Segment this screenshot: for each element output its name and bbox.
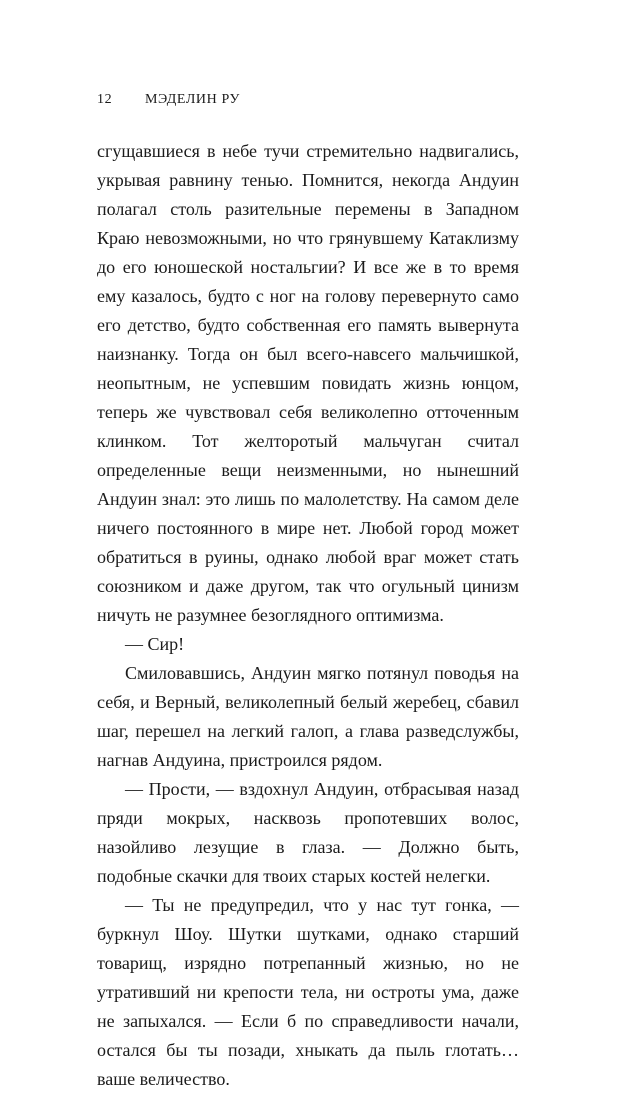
book-page (97, 89, 519, 1094)
paragraph-2: — Сир! (125, 634, 185, 654)
running-header (97, 89, 519, 111)
body-text (97, 137, 519, 1094)
paragraph-4: — Прости, — вздохнул Андуин, отбрасывая назад пряди мокрых, насквозь пропотевших волос, назойливо лезущие в глаза. — Должно быть, подобные скачки для твоих старых костей нелегки. (97, 779, 519, 886)
paragraph-1: сгущавшиеся в небе тучи стремительно надвигались, укрывая равнину тенью. Помнится, некогда Андуин полагал столь разительные перемены в Западном Краю невозможными, но что грянувшему Катаклизму до его юношеской ностальгии? И все же в то время ему казалось, будто с ног на голову перевернуто само его детство, будто собственная его память вывернута наизнанку. Тогда он был всего-навсего мальчишкой, неопытным, не успевшим повидать жизнь юнцом, теперь же чувствовал себя великолепно отточенным клинком. Тот желторотый мальчуган считал определенные вещи неизменными, но нынешний Андуин знал: это лишь по малолетству. На самом деле ничего постоянного в мире нет. Любой город может обратиться в руины, однако любой враг может стать союзником и даже другом, так что огульный цинизм ничуть не разумнее безоглядного оптимизма. (97, 141, 519, 625)
page-number: 12 (97, 92, 113, 107)
paragraph-5: — Ты не предупредил, что у нас тут гонка, — буркнул Шоу. Шутки шутками, однако старший товарищ, изрядно потрепанный жизнью, но не утративший ни крепости тела, ни остроты ума, даже не запыхался. — Если б по справедливости начали, остался бы ты позади, хныкать да пыль глотать… ваше величество. (97, 895, 519, 1089)
paragraph-3: Смиловавшись, Андуин мягко потянул поводья на себя, и Верный, великолепный белый жеребец, сбавил шаг, перешел на легкий галоп, а глава разведслужбы, нагнав Андуина, пристроился рядом. (97, 663, 519, 770)
header-author: МЭДЕЛИН РУ (145, 92, 240, 107)
